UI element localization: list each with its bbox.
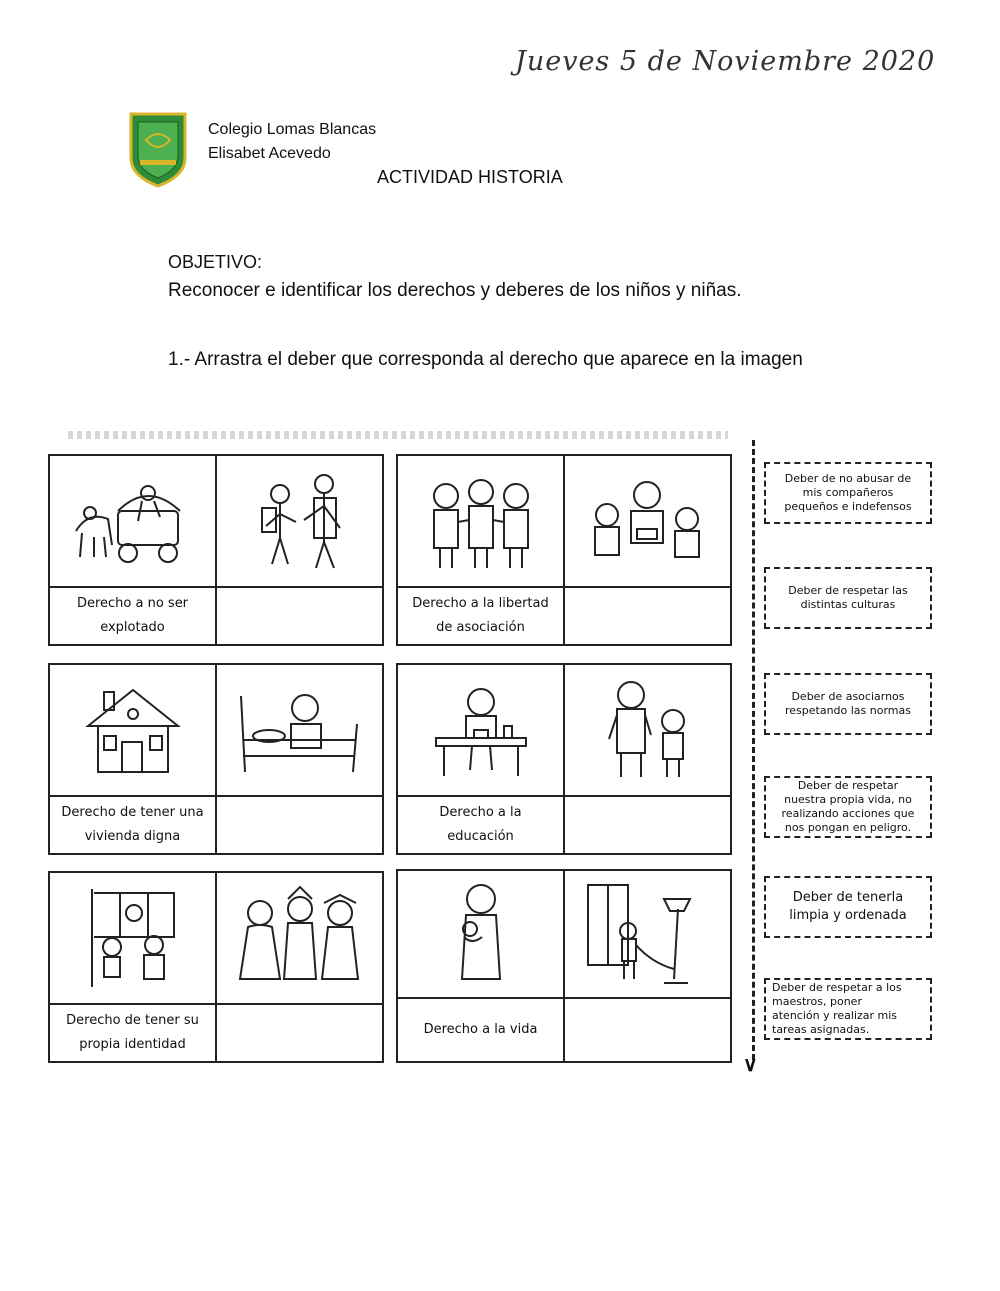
school-logo — [128, 110, 188, 188]
right-card-6 — [396, 869, 732, 1063]
school-info — [208, 118, 376, 166]
child-danger-icon — [578, 879, 718, 989]
flag-children-icon — [78, 883, 188, 993]
right-card-3 — [48, 663, 384, 855]
mother-baby-icon — [436, 879, 526, 989]
dashed-divider — [752, 440, 755, 1060]
date: Jueves 5 de Noviembre 2020 — [515, 46, 936, 77]
right-card-5 — [48, 871, 384, 1063]
group-children-icon — [416, 466, 546, 576]
arrow-down-icon: ∨ — [743, 1054, 758, 1076]
drop-zone-6[interactable] — [565, 999, 730, 1061]
drop-zone-5[interactable] — [217, 1005, 382, 1061]
right-label: Derecho a la libertad de asociación — [412, 596, 549, 635]
duty-card-5[interactable]: Deber de tenerla limpia y ordenada — [764, 876, 932, 938]
cultures-children-icon — [230, 883, 370, 993]
faded-worksheet-title — [68, 431, 728, 439]
right-card-2 — [396, 454, 732, 646]
drop-zone-3[interactable] — [217, 797, 382, 853]
right-card-4 — [396, 663, 732, 855]
objective-heading: OBJETIVO: — [168, 252, 263, 272]
student-desk-icon — [426, 680, 536, 780]
drop-zone-4[interactable] — [565, 797, 730, 853]
duty-card-2[interactable]: Deber de respetar las distintas culturas — [764, 567, 932, 629]
child-in-bed-icon — [235, 680, 365, 780]
teacher-child-icon — [593, 675, 703, 785]
school-name: Colegio Lomas Blancas — [208, 121, 377, 138]
right-label: Derecho de tener una vivienda digna — [61, 805, 204, 844]
instruction: 1.- Arrastra el deber que corresponda al derecho que aparece en la imagen — [168, 349, 803, 370]
duty-card-1[interactable]: Deber de no abusar de mis compañeros pequeños e indefensos — [764, 462, 932, 524]
objective-text: Reconocer e identificar los derechos y deberes de los niños y niñas. — [168, 280, 742, 301]
duty-card-6[interactable]: Deber de respetar a los maestros, poner atención y realizar mis tareas asignadas. — [764, 978, 932, 1040]
right-card-1 — [48, 454, 384, 646]
farm-cart-icon — [68, 471, 198, 571]
duty-card-4[interactable]: Deber de respetar nuestra propia vida, no realizando acciones que nos pongan en peligro. — [764, 776, 932, 838]
house-icon — [78, 680, 188, 780]
child-labor-icon — [240, 466, 360, 576]
right-label: Derecho a la educación — [439, 805, 522, 844]
drop-zone-2[interactable] — [565, 588, 730, 644]
right-label: Derecho a no ser explotado — [76, 596, 189, 635]
right-label: Derecho a la vida — [423, 1022, 538, 1037]
duty-card-3[interactable]: Deber de asociarnos respetando las normas — [764, 673, 932, 735]
children-meeting-icon — [583, 471, 713, 571]
teacher-name: Elisabet Acevedo — [208, 145, 331, 162]
activity-title: ACTIVIDAD HISTORIA — [377, 167, 563, 187]
right-label: Derecho de tener su propia identidad — [66, 1013, 199, 1052]
drop-zone-1[interactable] — [217, 588, 382, 644]
